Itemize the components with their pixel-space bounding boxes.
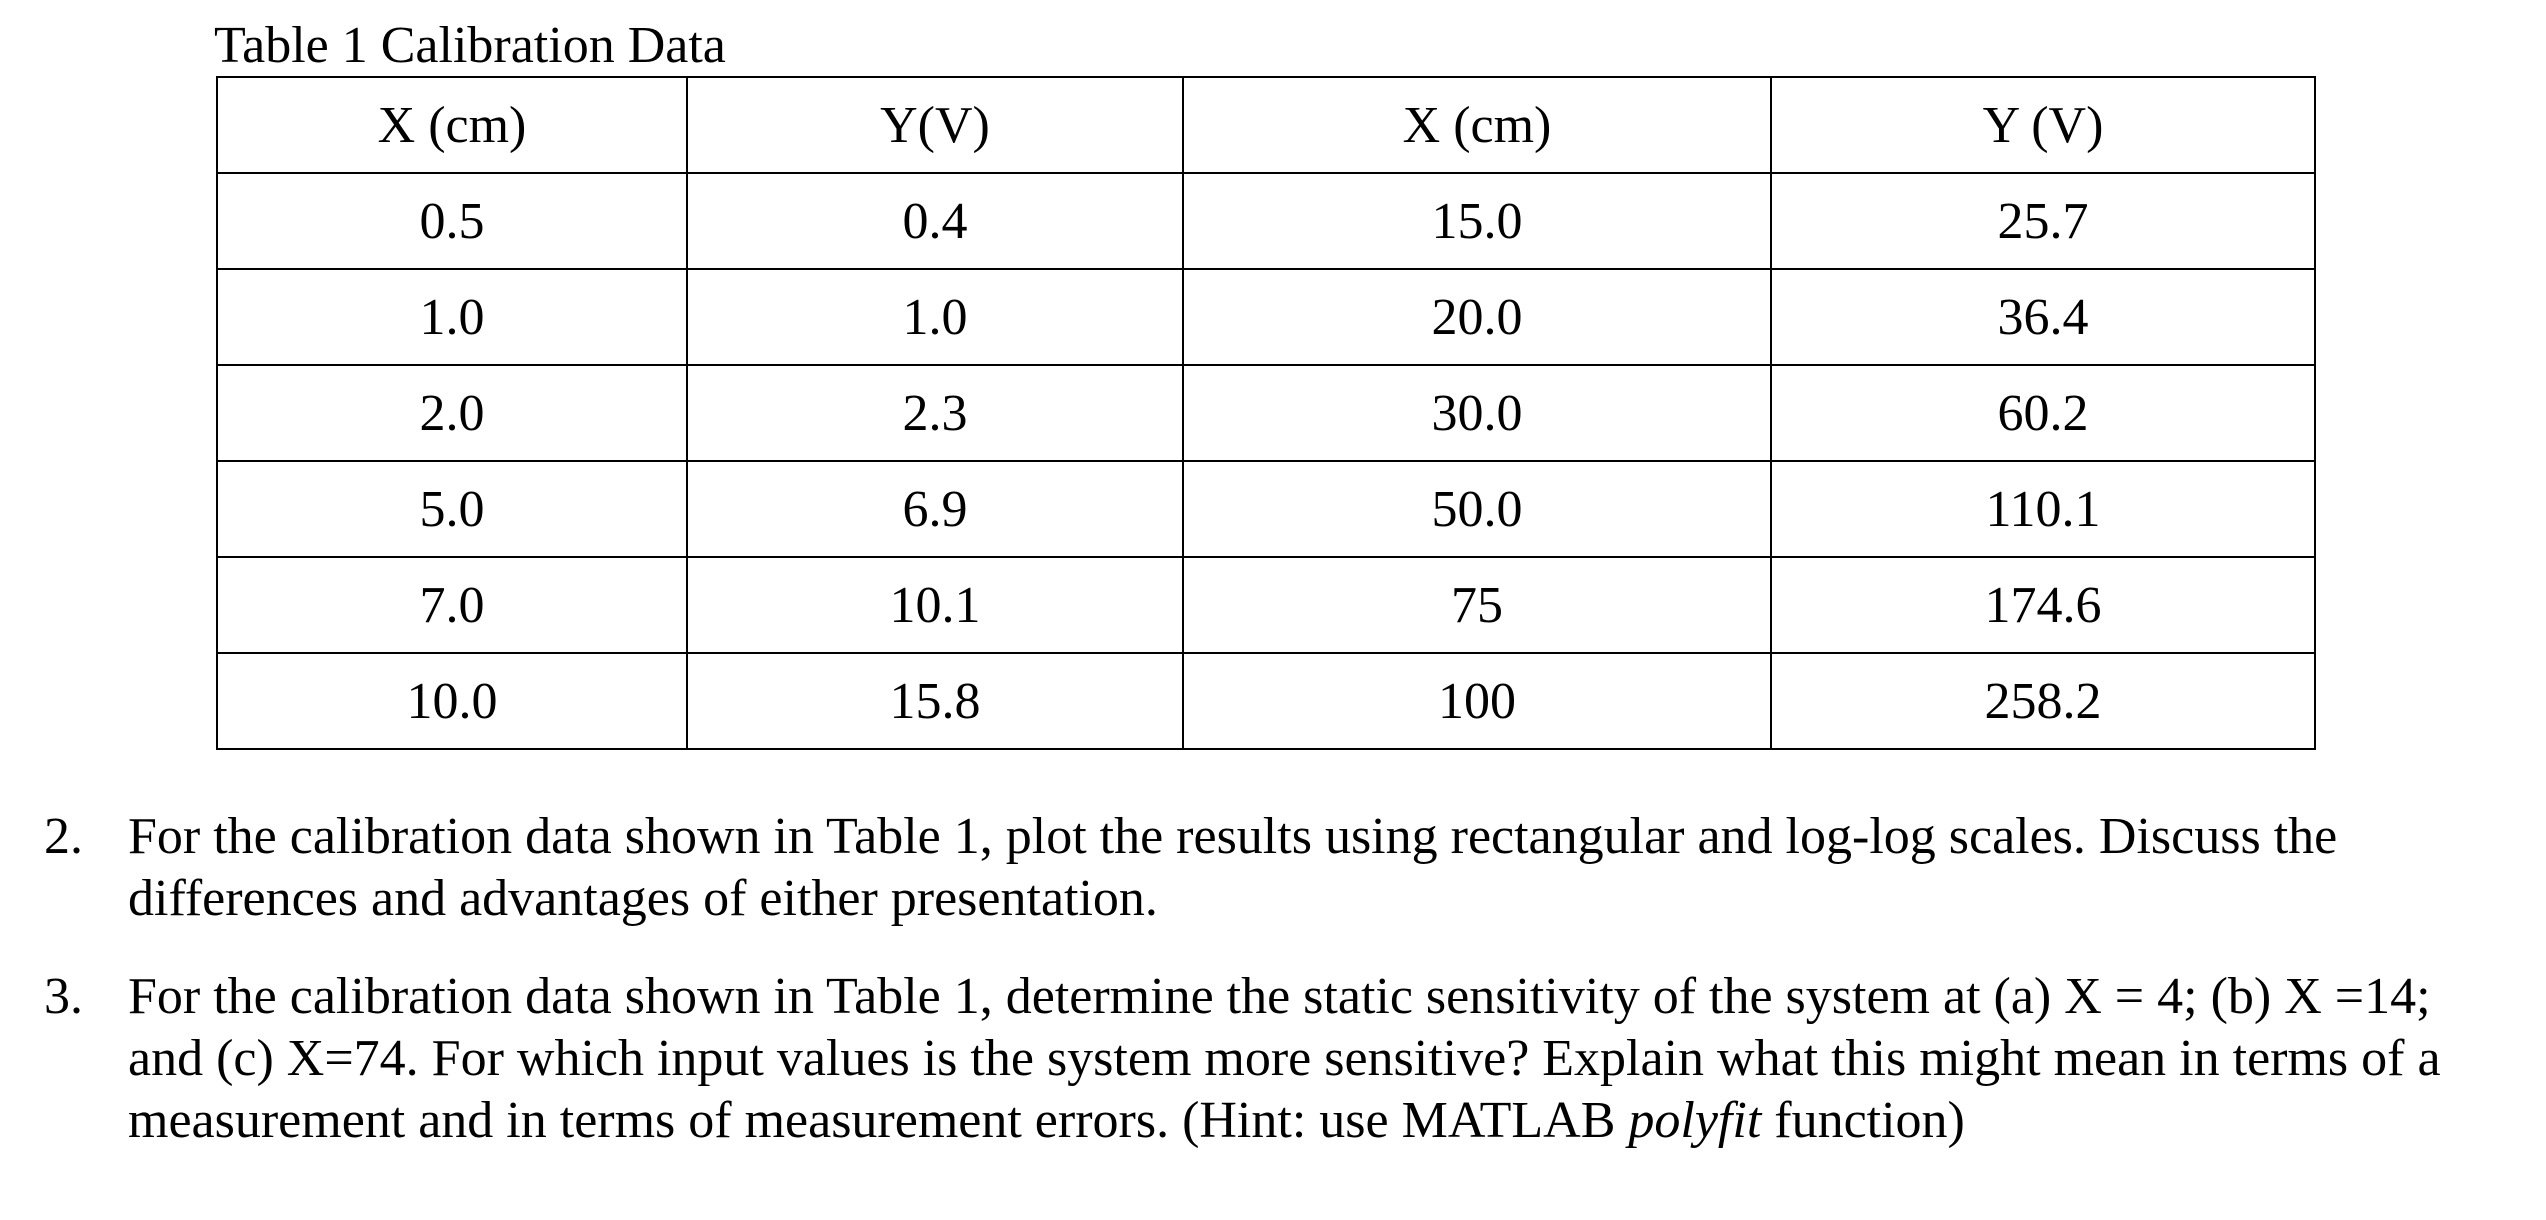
table-row <box>217 557 2315 653</box>
table-row <box>217 173 2315 269</box>
table-cell: 1.0 <box>687 269 1183 365</box>
table-cell: 75 <box>1183 557 1771 653</box>
column-header-x-cm-2: X (cm) <box>1183 77 1771 173</box>
table-cell: 50.0 <box>1183 461 1771 557</box>
table-cell: 258.2 <box>1771 653 2315 749</box>
table-row <box>217 653 2315 749</box>
table-cell: 2.3 <box>687 365 1183 461</box>
question-text-end: function) <box>1761 1092 1965 1149</box>
table-cell: 110.1 <box>1771 461 2315 557</box>
table-cell: 10.1 <box>687 557 1183 653</box>
table-cell: 0.5 <box>217 173 687 269</box>
calibration-table <box>216 76 2316 750</box>
column-header-y-v-1: Y(V) <box>687 77 1183 173</box>
table-row <box>217 269 2315 365</box>
table-cell: 60.2 <box>1771 365 2315 461</box>
question-item <box>44 806 2504 930</box>
table-cell: 15.8 <box>687 653 1183 749</box>
question-text-italic-function: polyfit <box>1628 1092 1762 1149</box>
table-cell: 1.0 <box>217 269 687 365</box>
table-cell: 174.6 <box>1771 557 2315 653</box>
table-cell: 7.0 <box>217 557 687 653</box>
table-header-row <box>217 77 2315 173</box>
question-text <box>128 966 2504 1152</box>
table-row <box>217 365 2315 461</box>
question-text-main: For the calibration data shown in Table 1, determine the static sensitivity of the system at (a) X = 4; (b) X =14; and (c) X=74. For which input values is the system more sensitive? Explain what this might mean in terms of a measurement and in terms of measurement errors. (Hint: use MATLAB <box>128 968 2441 1149</box>
table-cell: 100 <box>1183 653 1771 749</box>
question-list <box>44 806 2504 1152</box>
question-number: 3. <box>44 968 83 1025</box>
question-item <box>44 966 2504 1152</box>
table-cell: 30.0 <box>1183 365 1771 461</box>
table-cell: 2.0 <box>217 365 687 461</box>
table-cell: 10.0 <box>217 653 687 749</box>
table-cell: 15.0 <box>1183 173 1771 269</box>
column-header-y-v-2: Y (V) <box>1771 77 2315 173</box>
column-header-x-cm-1: X (cm) <box>217 77 687 173</box>
question-number: 2. <box>44 808 83 865</box>
table-cell: 6.9 <box>687 461 1183 557</box>
table-cell: 0.4 <box>687 173 1183 269</box>
table-row <box>217 461 2315 557</box>
table-cell: 5.0 <box>217 461 687 557</box>
table-caption: Table 1 Calibration Data <box>214 17 726 74</box>
table-cell: 36.4 <box>1771 269 2315 365</box>
question-text: For the calibration data shown in Table 1, plot the results using rectangular and log-log scales. Discuss the differences and advantages of either presentation. <box>128 808 2338 927</box>
table-cell: 25.7 <box>1771 173 2315 269</box>
table-cell: 20.0 <box>1183 269 1771 365</box>
